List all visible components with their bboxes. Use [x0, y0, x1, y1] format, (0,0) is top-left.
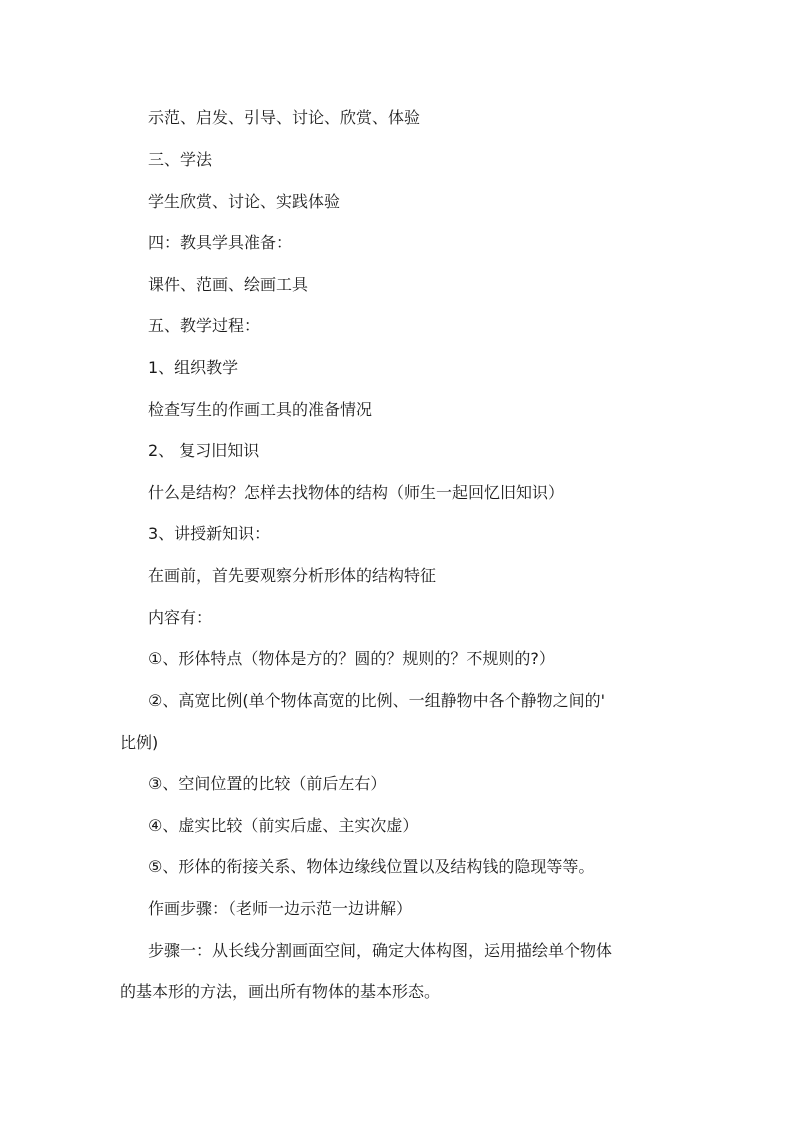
- list-item-proportion: ②、高宽比例(单个物体高宽的比例、一组静物中各个静物之间的': [148, 691, 605, 710]
- paragraph-step-one: 步骤一：从长线分割画面空间，确定大体构图，运用描绘单个物体: [148, 941, 613, 960]
- list-item-shape-features: ①、形体特点（物体是方的？圆的？规则的？不规则的?）: [148, 649, 555, 668]
- step-new-knowledge: 3、讲授新知识：: [148, 524, 271, 543]
- list-item-spatial-position: ③、空间位置的比较（前后左右）: [148, 774, 387, 793]
- paragraph-content-heading: 内容有：: [148, 608, 213, 627]
- heading-teaching-process: 五、教学过程：: [148, 316, 261, 335]
- step-organize-teaching: 1、组织教学: [148, 358, 239, 377]
- paragraph-what-is-structure: 什么是结构？怎样去找物体的结构（师生一起回忆旧知识）: [148, 483, 565, 502]
- paragraph-study-method: 学生欣赏、讨论、实践体验: [148, 192, 341, 211]
- step-review-knowledge: 2、 复习旧知识: [148, 441, 260, 460]
- paragraph-teaching-aids: 课件、范画、绘画工具: [148, 275, 309, 294]
- heading-teaching-aids: 四：教具学具准备：: [148, 233, 293, 252]
- paragraph-drawing-steps: 作画步骤：（老师一边示范一边讲解）: [148, 899, 413, 918]
- paragraph-observe-structure: 在画前，首先要观察分析形体的结构特征: [148, 566, 437, 585]
- list-item-shape-connection: ⑤、形体的衔接关系、物体边缘线位置以及结构钱的隐现等等。: [148, 857, 595, 876]
- paragraph-step-one-continued: 的基本形的方法，画出所有物体的基本形态。: [120, 982, 441, 1001]
- paragraph-check-tools: 检查写生的作画工具的准备情况: [148, 400, 373, 419]
- heading-study-method: 三、学法: [148, 150, 213, 169]
- list-item-solid-void: ④、虚实比较（前实后虚、主实次虚）: [148, 816, 419, 835]
- list-item-proportion-continued: 比例): [120, 733, 159, 752]
- paragraph-methods-list: 示范、启发、引导、讨论、欣赏、体验: [148, 108, 421, 127]
